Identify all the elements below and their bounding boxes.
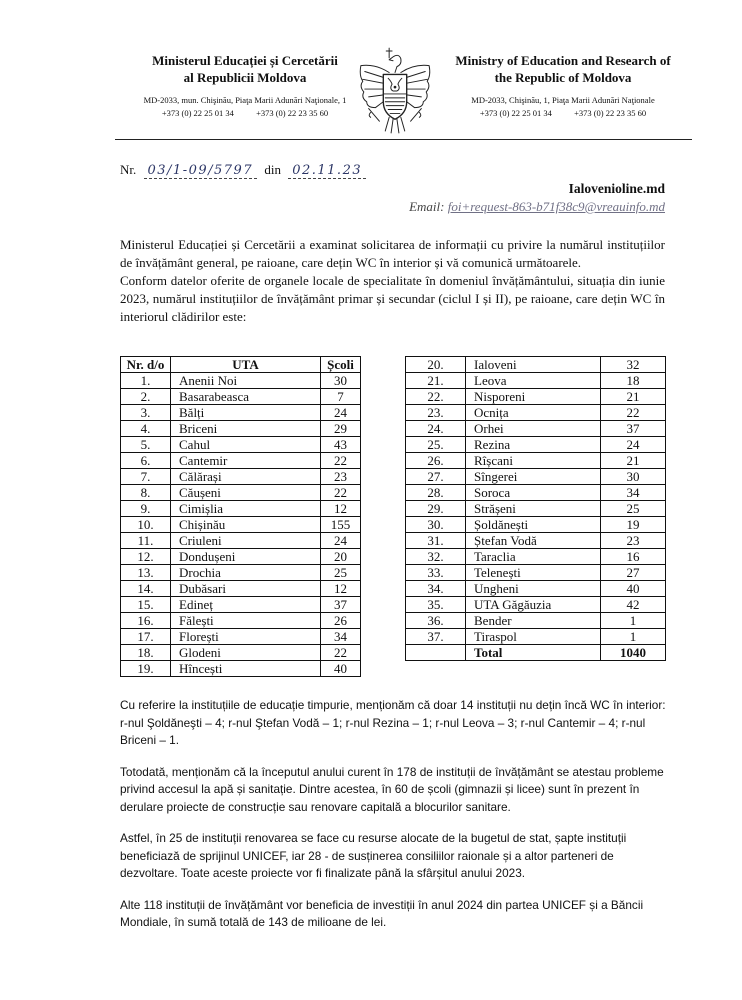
schools-count-cell: 20 <box>321 549 361 565</box>
schools-count-cell: 23 <box>601 533 666 549</box>
schools-count-cell: 155 <box>321 517 361 533</box>
total-value-cell: 1040 <box>601 645 666 661</box>
schools-count-cell: 27 <box>601 565 666 581</box>
row-number-cell: 16. <box>121 613 171 629</box>
table-row <box>121 549 361 565</box>
row-number-cell: 8. <box>121 485 171 501</box>
uta-name-cell: Cantemir <box>171 453 321 469</box>
table-row <box>121 373 361 389</box>
schools-count-cell: 21 <box>601 389 666 405</box>
row-number-cell: 30. <box>406 517 466 533</box>
schools-count-cell: 24 <box>601 437 666 453</box>
row-number-cell: 21. <box>406 373 466 389</box>
table-row <box>406 357 666 373</box>
row-number-cell: 7. <box>121 469 171 485</box>
table-row <box>121 613 361 629</box>
table-row <box>406 501 666 517</box>
table-row <box>406 437 666 453</box>
row-number-cell: 26. <box>406 453 466 469</box>
row-number-cell: 13. <box>121 565 171 581</box>
row-number-cell: 12. <box>121 549 171 565</box>
ministry-address-en: MD-2033, Chişinău, 1, Piaţa Marii Adunări Naţionale <box>471 95 655 105</box>
phone-primary: +373 (0) 22 25 01 34 <box>479 108 552 118</box>
schools-count-cell: 29 <box>321 421 361 437</box>
recipient-email-line <box>409 198 665 216</box>
uta-name-cell: Bender <box>466 613 601 629</box>
uta-name-cell: Glodeni <box>171 645 321 661</box>
schools-count-cell: 12 <box>321 581 361 597</box>
header-number-cell: Nr. d/o <box>121 357 171 373</box>
uta-name-cell: Criuleni <box>171 533 321 549</box>
closing-paragraph: Alte 118 instituții de învățământ vor beneficia de investiții în anul 2024 din partea UNICEF și a Băncii Mondiale, în sumă totală de 143 de milioane de lei. <box>120 897 644 929</box>
uta-name-cell: UTA Găgăuzia <box>466 597 601 613</box>
uta-name-cell: Sîngerei <box>466 469 601 485</box>
row-number-cell: 25. <box>406 437 466 453</box>
ministry-phones-ro <box>106 107 384 120</box>
uta-name-cell: Drochia <box>171 565 321 581</box>
letterhead-divider <box>115 139 692 140</box>
ministry-name-ro-line2: al Republicii Moldova <box>183 70 307 85</box>
letter-closing <box>120 697 668 946</box>
ministry-address-ro: MD-2033, mun. Chişinău, Piaţa Marii Adunări Naţionale, 1 <box>143 95 347 105</box>
table-row <box>121 597 361 613</box>
row-number-cell: 23. <box>406 405 466 421</box>
row-number-cell: 10. <box>121 517 171 533</box>
schools-count-cell: 25 <box>601 501 666 517</box>
schools-count-cell: 40 <box>601 581 666 597</box>
total-empty-cell <box>406 645 466 661</box>
header-uta-cell: UTA <box>171 357 321 373</box>
schools-count-cell: 30 <box>321 373 361 389</box>
schools-count-cell: 25 <box>321 565 361 581</box>
uta-name-cell: Florești <box>171 629 321 645</box>
row-number-cell: 9. <box>121 501 171 517</box>
schools-count-cell: 7 <box>321 389 361 405</box>
schools-count-cell: 22 <box>321 485 361 501</box>
uta-name-cell: Taraclia <box>466 549 601 565</box>
schools-count-cell: 40 <box>321 661 361 677</box>
moldova-coat-of-arms-icon <box>356 46 434 136</box>
shield <box>383 74 406 119</box>
table-row <box>406 613 666 629</box>
table-row <box>121 629 361 645</box>
intro-paragraph: Conform datelor oferite de organele locale de specialitate în domeniul învățământului, situația din iunie 2023, numărul instituțiilor de învățământ primar și secundar (ciclul I și II), pe raioane, care dețin WC în interiorul clădirilor este: <box>120 273 665 324</box>
uta-name-cell: Cahul <box>171 437 321 453</box>
table-row <box>121 437 361 453</box>
uta-name-cell: Briceni <box>171 421 321 437</box>
intro-paragraph: Ministerul Educației și Cercetării a examinat solicitarea de informații cu privire la numărul instituțiilor de învățământ general, pe raioane, care dețin WC în interior și vă comunică următoarele. <box>120 237 665 270</box>
schools-count-cell: 21 <box>601 453 666 469</box>
table-row <box>121 661 361 677</box>
row-number-cell: 31. <box>406 533 466 549</box>
table-header-row <box>121 357 361 373</box>
table-row <box>121 485 361 501</box>
row-number-cell: 33. <box>406 565 466 581</box>
table-row <box>406 405 666 421</box>
uta-name-cell: Anenii Noi <box>171 373 321 389</box>
row-number-cell: 37. <box>406 629 466 645</box>
table-row <box>406 421 666 437</box>
reference-date-prefix: din <box>264 162 281 177</box>
row-number-cell: 29. <box>406 501 466 517</box>
document-reference <box>120 160 370 181</box>
schools-count-cell: 12 <box>321 501 361 517</box>
table-row <box>406 597 666 613</box>
row-number-cell: 24. <box>406 421 466 437</box>
schools-count-cell: 30 <box>601 469 666 485</box>
uta-name-cell: Cimișlia <box>171 501 321 517</box>
schools-table-right <box>405 356 666 661</box>
uta-name-cell: Soroca <box>466 485 601 501</box>
uta-name-cell: Fălești <box>171 613 321 629</box>
letter-intro <box>120 236 665 326</box>
row-number-cell: 14. <box>121 581 171 597</box>
uta-name-cell: Chișinău <box>171 517 321 533</box>
recipient-email-link[interactable]: foi+request-863-b71f38c9@vreauinfo.md <box>447 199 665 214</box>
row-number-cell: 35. <box>406 597 466 613</box>
row-number-cell: 5. <box>121 437 171 453</box>
row-number-cell: 1. <box>121 373 171 389</box>
recipient-block <box>409 180 665 216</box>
schools-count-cell: 34 <box>321 629 361 645</box>
header-schools-cell: Școli <box>321 357 361 373</box>
uta-name-cell: Călărași <box>171 469 321 485</box>
row-number-cell: 32. <box>406 549 466 565</box>
table-row <box>406 373 666 389</box>
row-number-cell: 15. <box>121 597 171 613</box>
row-number-cell: 11. <box>121 533 171 549</box>
schools-count-cell: 23 <box>321 469 361 485</box>
schools-count-cell: 43 <box>321 437 361 453</box>
row-number-cell: 28. <box>406 485 466 501</box>
uta-name-cell: Ialoveni <box>466 357 601 373</box>
row-number-cell: 6. <box>121 453 171 469</box>
schools-count-cell: 24 <box>321 533 361 549</box>
table-row <box>121 581 361 597</box>
table-row <box>406 629 666 645</box>
uta-name-cell: Tiraspol <box>466 629 601 645</box>
uta-name-cell: Hîncești <box>171 661 321 677</box>
uta-name-cell: Ocnița <box>466 405 601 421</box>
row-number-cell: 36. <box>406 613 466 629</box>
total-label-cell: Total <box>466 645 601 661</box>
uta-name-cell: Basarabeasca <box>171 389 321 405</box>
table-row <box>406 565 666 581</box>
table-row <box>121 389 361 405</box>
uta-name-cell: Edineț <box>171 597 321 613</box>
letterhead-left <box>106 52 384 120</box>
row-number-cell: 17. <box>121 629 171 645</box>
phone-primary: +373 (0) 22 25 01 34 <box>161 108 234 118</box>
schools-count-cell: 42 <box>601 597 666 613</box>
uta-name-cell: Căușeni <box>171 485 321 501</box>
row-number-cell: 18. <box>121 645 171 661</box>
schools-count-cell: 16 <box>601 549 666 565</box>
schools-count-cell: 37 <box>321 597 361 613</box>
table-row <box>406 517 666 533</box>
schools-count-cell: 19 <box>601 517 666 533</box>
schools-count-cell: 1 <box>601 629 666 645</box>
phone-secondary: +373 (0) 22 23 35 60 <box>256 108 329 118</box>
schools-count-cell: 1 <box>601 613 666 629</box>
row-number-cell: 22. <box>406 389 466 405</box>
table-row <box>406 389 666 405</box>
schools-count-cell: 37 <box>601 421 666 437</box>
schools-count-cell: 22 <box>601 405 666 421</box>
uta-name-cell: Ungheni <box>466 581 601 597</box>
row-number-cell: 4. <box>121 421 171 437</box>
table-row <box>406 453 666 469</box>
schools-count-cell: 22 <box>321 645 361 661</box>
table-row <box>406 469 666 485</box>
table-row <box>406 549 666 565</box>
ministry-name-en-line1: Ministry of Education and Research of <box>455 53 671 68</box>
row-number-cell: 2. <box>121 389 171 405</box>
letterhead-right <box>430 52 696 120</box>
ministry-phones-en <box>430 107 696 120</box>
table-row <box>121 405 361 421</box>
email-label: Email: <box>409 199 445 214</box>
table-total-row <box>406 645 666 661</box>
uta-name-cell: Dubăsari <box>171 581 321 597</box>
table-row <box>121 533 361 549</box>
closing-paragraph: Cu referire la instituțiile de educație timpurie, menționăm că doar 14 instituții nu dețin încă WC în interior: r-nul Şoldăneşti – 4; r-nul Ştefan Vodă – 1; r-nul Rezina – 1; r-nul Leova – 3; r-nul Cantemir – 4; r-nul Briceni – 1. <box>120 698 666 747</box>
uta-name-cell: Orhei <box>466 421 601 437</box>
phone-secondary: +373 (0) 22 23 35 60 <box>574 108 647 118</box>
reference-date-handwritten: 02.11.23 <box>288 163 366 179</box>
row-number-cell: 20. <box>406 357 466 373</box>
reference-prefix: Nr. <box>120 162 137 177</box>
closing-paragraph: Totodată, menționăm că la începutul anului curent în 178 de instituții de învățământ se atestau probleme privind accesul la apă și sanitație. Dintre acestea, în 60 de școli (gimnazii și licee) sunt în prezent în derulare proiecte de construcție sau renovare capitală a blocurilor sanitare. <box>120 764 664 814</box>
row-number-cell: 34. <box>406 581 466 597</box>
uta-name-cell: Ștefan Vodă <box>466 533 601 549</box>
row-number-cell: 19. <box>121 661 171 677</box>
schools-count-cell: 22 <box>321 453 361 469</box>
schools-count-cell: 18 <box>601 373 666 389</box>
row-number-cell: 27. <box>406 469 466 485</box>
ministry-name-ro-line1: Ministerul Educației și Cercetării <box>152 53 338 68</box>
uta-name-cell: Strășeni <box>466 501 601 517</box>
aurochs-head <box>388 78 402 91</box>
schools-table-left <box>120 356 361 677</box>
table-row <box>406 533 666 549</box>
table-row <box>121 645 361 661</box>
ministry-name-en-line2: the Republic of Moldova <box>494 70 632 85</box>
table-row <box>121 565 361 581</box>
uta-name-cell: Rîșcani <box>466 453 601 469</box>
table-row <box>121 421 361 437</box>
cross-icon <box>386 48 392 58</box>
schools-count-cell: 26 <box>321 613 361 629</box>
closing-paragraph: Astfel, în 25 de instituții renovarea se face cu resurse alocate de la bugetul de stat, șapte instituții beneficiază de sprijinul UNICEF, iar 28 - de susținerea consiliilor raionale și a altor parteneri de dezvoltare. Toate aceste proiecte vor fi finalizate până la sfârșitul anului 2023. <box>120 831 627 880</box>
uta-name-cell: Șoldănești <box>466 517 601 533</box>
uta-name-cell: Leova <box>466 373 601 389</box>
row-number-cell: 3. <box>121 405 171 421</box>
uta-name-cell: Nisporeni <box>466 389 601 405</box>
uta-name-cell: Dondușeni <box>171 549 321 565</box>
reference-number-handwritten: 03/1-09/5797 <box>144 163 258 179</box>
uta-name-cell: Rezina <box>466 437 601 453</box>
table-row <box>406 485 666 501</box>
recipient-name: Ialovenioline.md <box>568 181 665 196</box>
eagle-head <box>389 55 401 72</box>
uta-name-cell: Telenești <box>466 565 601 581</box>
table-row <box>121 469 361 485</box>
schools-count-cell: 24 <box>321 405 361 421</box>
table-row <box>121 501 361 517</box>
table-row <box>406 581 666 597</box>
schools-count-cell: 32 <box>601 357 666 373</box>
table-row <box>121 517 361 533</box>
schools-count-cell: 34 <box>601 485 666 501</box>
table-row <box>121 453 361 469</box>
uta-name-cell: Bălți <box>171 405 321 421</box>
